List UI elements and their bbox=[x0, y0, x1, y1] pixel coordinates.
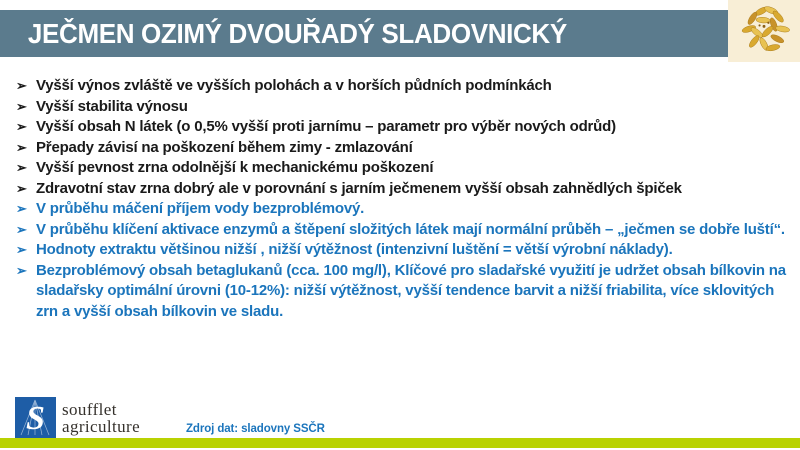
svg-text:S: S bbox=[26, 400, 45, 437]
logo-wordmark bbox=[62, 401, 140, 435]
bullet-item bbox=[16, 199, 792, 220]
arrow-bullet-icon: ➢ bbox=[16, 78, 27, 93]
bullet-text: Vyšší obsah N látek (o 0,5% vyšší proti jarnímu – parametr pro výběr nových odrůd) bbox=[36, 118, 616, 135]
bullet-text: Přepady závisí na poškození během zimy - zmlazování bbox=[36, 138, 413, 156]
bullet-item bbox=[16, 158, 792, 179]
footer-accent-bar bbox=[0, 438, 800, 448]
arrow-bullet-icon: ➢ bbox=[16, 262, 27, 278]
bullet-item bbox=[16, 179, 792, 200]
bullet-item bbox=[16, 97, 792, 118]
soufflet-s-icon bbox=[15, 397, 56, 438]
bullet-list bbox=[16, 76, 792, 322]
arrow-bullet-icon: ➢ bbox=[16, 119, 27, 134]
bullet-item bbox=[16, 138, 792, 159]
arrow-bullet-icon: ➢ bbox=[16, 160, 27, 175]
header-bar bbox=[0, 10, 728, 57]
arrow-bullet-icon: ➢ bbox=[16, 201, 27, 216]
page-title: JEČMEN OZIMÝ DVOUŘADÝ SLADOVNICKÝ bbox=[27, 18, 567, 49]
arrow-bullet-icon: ➢ bbox=[16, 98, 27, 114]
bullet-item bbox=[16, 240, 792, 261]
ornament-box bbox=[728, 0, 800, 62]
logo-wordmark-line2: agriculture bbox=[62, 416, 141, 436]
bullet-text: Vyšší pevnost zrna odolnější k mechanickému poškození bbox=[36, 159, 434, 176]
bullet-item bbox=[16, 117, 792, 138]
source-note: Zdroj dat: sladovny SSČR bbox=[186, 423, 325, 435]
bullet-text: Vyšší stabilita výnosu bbox=[36, 97, 188, 115]
arrow-bullet-icon: ➢ bbox=[16, 139, 27, 155]
logo-wordmark-line1: soufflet bbox=[62, 399, 117, 419]
bullet-text: Zdravotní stav zrna dobrý ale v porovnání s jarním ječmenem vyšší obsah zahnědlých špiček bbox=[36, 179, 682, 197]
arrow-bullet-icon: ➢ bbox=[16, 242, 27, 257]
arrow-bullet-icon: ➢ bbox=[16, 221, 27, 237]
bullet-item bbox=[16, 261, 792, 323]
bullet-text: V průběhu máčení příjem vody bezproblémový. bbox=[36, 200, 365, 217]
bullet-text: Hodnoty extraktu většinou nižší , nižší výtěžnost (intenzivní luštění = větší výrobní náklady). bbox=[36, 241, 673, 258]
wheat-ornament-icon bbox=[732, 0, 796, 63]
arrow-bullet-icon: ➢ bbox=[16, 180, 27, 196]
bullet-item bbox=[16, 220, 792, 241]
bullet-text: Vyšší výnos zvláště ve vyšších polohách a v horších půdních podmínkách bbox=[36, 77, 552, 94]
soufflet-logo bbox=[15, 397, 140, 438]
bullet-text: Bezproblémový obsah betaglukanů (cca. 100 mg/l), Klíčové pro sladařské využití je udržet obsah bílkovin na sladařsky optimální úrovni (10-12%): nižší výtěžnost, vyšší tendence barvit a nižší friabilita, více sklovitých zrn a vyšší obsah bílkovin ve sladu. bbox=[36, 261, 786, 320]
bullet-text: V průběhu klíčení aktivace enzymů a štěpení složitých látek mají normální průběh – „ječmen se dobře luští“. bbox=[36, 220, 785, 238]
bullet-item bbox=[16, 76, 792, 97]
